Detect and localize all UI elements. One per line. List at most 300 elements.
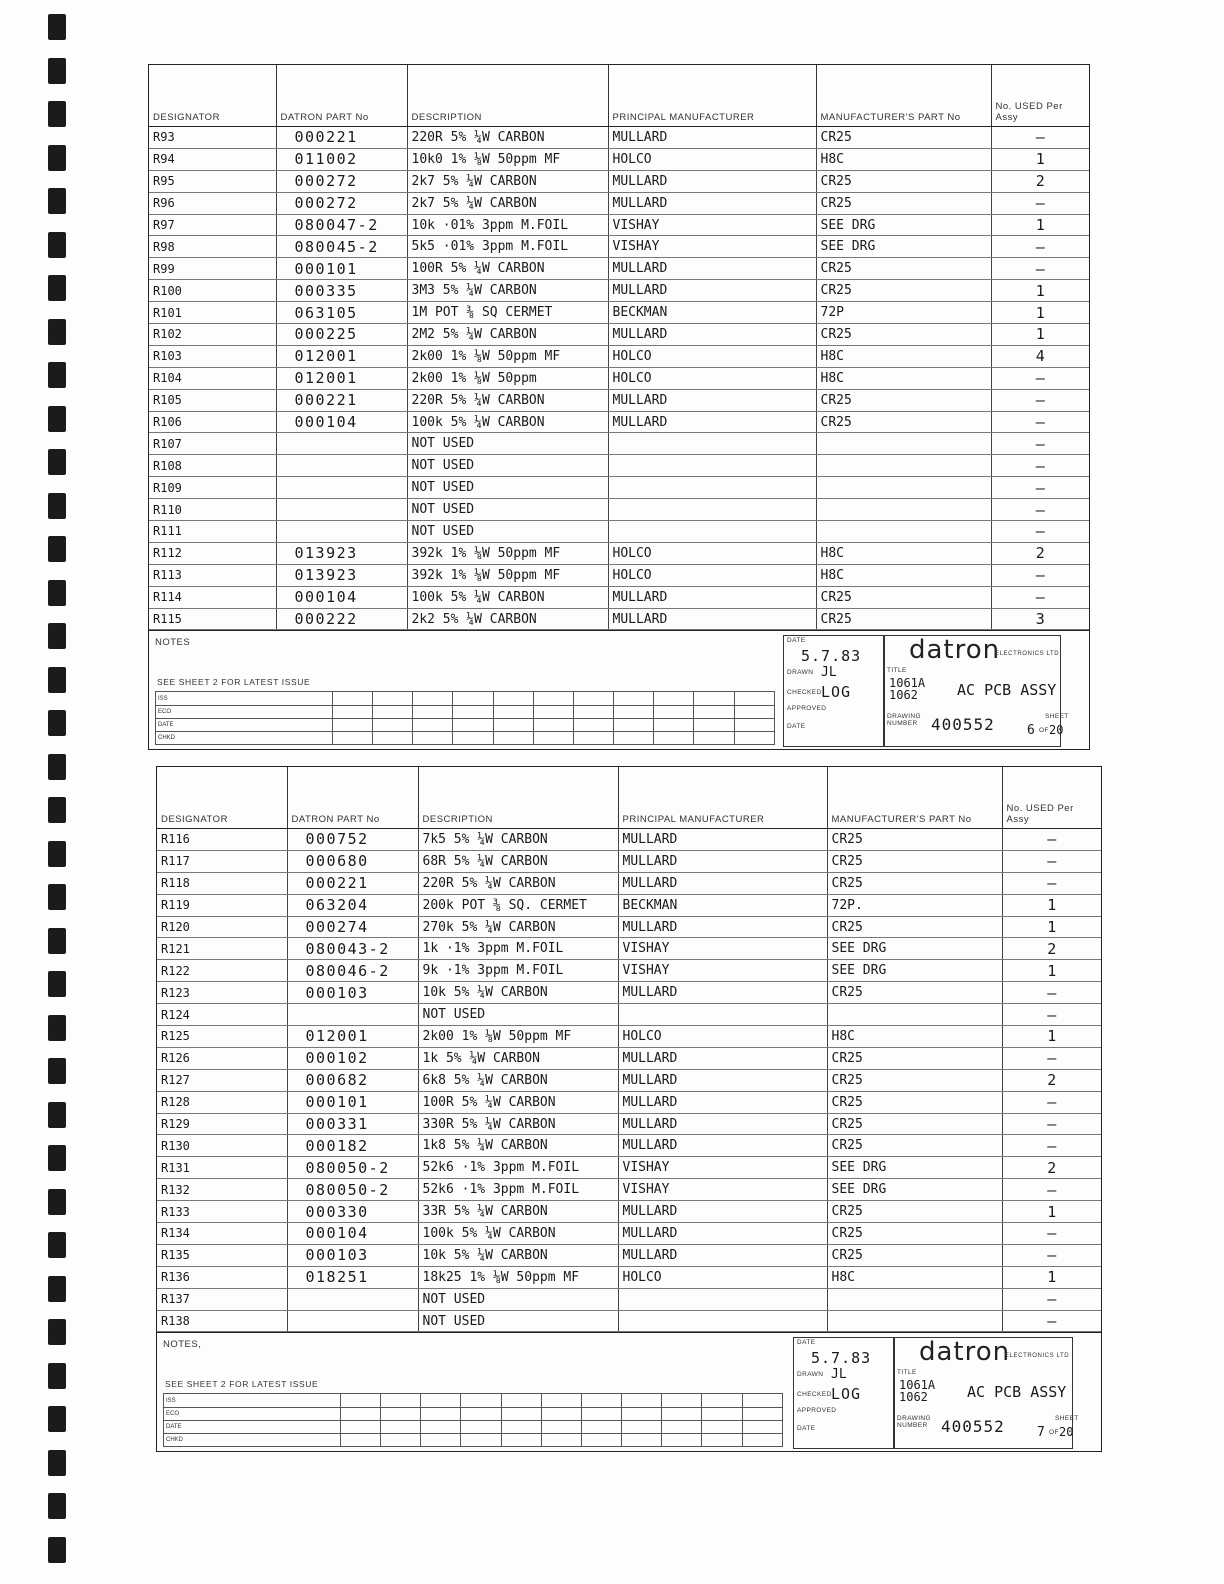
date-row-label: DATE [164,1420,341,1433]
table-row [149,499,1089,521]
description-cell: NOT USED [407,499,608,521]
description-cell: 3M3 5% ¼W CARBON [407,280,608,302]
header-manufacturer: PRINCIPAL MANUFACTURER [618,767,827,829]
qty-cell: 3 [991,608,1089,630]
description-cell: 220R 5% ¼W CARBON [418,872,618,894]
manufacturer-cell: HOLCO [618,1026,827,1048]
binding-hole [48,232,66,258]
description-cell: 52k6 ·1% 3ppm M.FOIL [418,1179,618,1201]
datron-part-cell: 012001 [276,367,407,389]
table-row [149,345,1089,367]
description-cell: 68R 5% ¼W CARBON [418,850,618,872]
date-label: DATE [787,637,806,645]
mfr-part-cell: CR25 [816,411,991,433]
designator-cell: R109 [149,477,276,499]
sheet-label: SHEET [1045,713,1069,721]
designator-cell: R106 [149,411,276,433]
mfr-part-cell: H8C [816,148,991,170]
designator-cell: R120 [157,916,287,938]
qty-cell: 1 [991,214,1089,236]
qty-cell: — [991,192,1089,214]
description-cell: 18k25 1% ⅛W 50ppm MF [418,1266,618,1288]
eco-label: ECO [156,705,333,718]
mfr-part-cell: CR25 [816,324,991,346]
mfr-part-cell [816,433,991,455]
table-row [157,982,1101,1004]
table-row [157,960,1101,982]
qty-cell: 2 [1002,1157,1101,1179]
datron-part-cell: 013923 [276,564,407,586]
mfr-part-cell: CR25 [816,258,991,280]
mfr-part-cell: SEE DRG [827,1179,1002,1201]
binding-hole [48,145,66,171]
drawn-label: DRAWN [797,1371,824,1379]
datron-part-cell [276,455,407,477]
table-row [157,829,1101,851]
qty-cell: 1 [991,324,1089,346]
binding-hole [48,971,66,997]
header-designator: DESIGNATOR [157,767,287,829]
description-cell: 392k 1% ⅛W 50ppm MF [407,564,608,586]
qty-cell: — [1002,872,1101,894]
binding-hole [48,1102,66,1128]
sheet-total: 20 [1059,1425,1074,1440]
mfr-part-cell: CR25 [827,982,1002,1004]
datron-part-cell: 000225 [276,324,407,346]
datron-part-cell: 000221 [287,872,418,894]
description-cell: 2k2 5% ¼W CARBON [407,608,608,630]
datron-part-cell: 080045-2 [276,236,407,258]
manufacturer-cell [608,433,816,455]
designator-cell: R124 [157,1004,287,1026]
designator-cell: R119 [157,894,287,916]
parts-table-2 [157,767,1101,1332]
table-row [149,258,1089,280]
table-row [149,411,1089,433]
date-value: 5.7.83 [801,647,862,666]
notes-label: NOTES [155,637,191,649]
qty-cell: 1 [1002,916,1101,938]
table-row [157,1047,1101,1069]
datron-part-cell: 000101 [287,1091,418,1113]
designator-cell: R128 [157,1091,287,1113]
datron-part-cell [276,499,407,521]
binding-hole [48,58,66,84]
datron-part-cell: 000101 [276,258,407,280]
binding-hole [48,188,66,214]
datron-part-cell: 063105 [276,302,407,324]
mfr-part-cell: 72P [816,302,991,324]
description-cell: 220R 5% ¼W CARBON [407,389,608,411]
mfr-part-cell: CR25 [816,192,991,214]
table-row [157,850,1101,872]
mfr-part-cell: CR25 [827,1223,1002,1245]
mfr-part-cell: SEE DRG [816,214,991,236]
binding-hole [48,449,66,475]
header-designator: DESIGNATOR [149,65,276,127]
manufacturer-cell [608,477,816,499]
date-row-label: DATE [156,718,333,731]
header-datron-part: DATRON PART No [287,767,418,829]
notes-label: NOTES, [163,1339,202,1351]
qty-cell: — [991,433,1089,455]
table-row [157,872,1101,894]
header-description: DESCRIPTION [407,65,608,127]
qty-cell: 4 [991,345,1089,367]
mfr-part-cell: CR25 [816,586,991,608]
designator-cell: R101 [149,302,276,324]
table-header [149,65,1089,127]
title-model: 1061A 1062 [889,676,926,703]
binding-hole [48,1145,66,1171]
header-datron-part: DATRON PART No [276,65,407,127]
mfr-part-cell [827,1310,1002,1332]
manufacturer-cell: MULLARD [618,1244,827,1266]
designator-cell: R97 [149,214,276,236]
sheet-total: 20 [1049,723,1064,738]
description-cell: NOT USED [418,1310,618,1332]
manufacturer-cell: HOLCO [608,542,816,564]
date-label: DATE [797,1339,816,1347]
designator-cell: R138 [157,1310,287,1332]
qty-cell: 1 [1002,1026,1101,1048]
table-row [149,367,1089,389]
manufacturer-cell: HOLCO [608,367,816,389]
description-cell: 2M2 5% ¼W CARBON [407,324,608,346]
mfr-part-cell: 72P. [827,894,1002,916]
binding-hole [48,797,66,823]
description-cell: 200k POT ⅜ SQ. CERMET [418,894,618,916]
designator-cell: R110 [149,499,276,521]
description-cell: 10k 5% ¼W CARBON [418,982,618,1004]
table-row [157,1091,1101,1113]
designator-cell: R98 [149,236,276,258]
datron-part-cell: 000104 [276,411,407,433]
binding-hole [48,101,66,127]
manufacturer-cell: MULLARD [608,258,816,280]
latest-issue-note: SEE SHEET 2 FOR LATEST ISSUE [165,1379,319,1390]
table-row [157,916,1101,938]
datron-part-cell [287,1288,418,1310]
mfr-part-cell: CR25 [816,127,991,149]
designator-cell: R112 [149,542,276,564]
manufacturer-cell: MULLARD [618,1135,827,1157]
description-cell: NOT USED [418,1288,618,1310]
description-cell: 52k6 ·1% 3ppm M.FOIL [418,1157,618,1179]
mfr-part-cell: SEE DRG [827,960,1002,982]
qty-cell: 1 [991,280,1089,302]
manufacturer-cell: VISHAY [608,236,816,258]
header-mfr-part: MANUFACTURER'S PART No [827,767,1002,829]
manufacturer-cell: MULLARD [618,1091,827,1113]
description-cell: 2k00 1% ⅛W 50ppm MF [407,345,608,367]
table-row [157,1310,1101,1332]
mfr-part-cell: CR25 [827,1113,1002,1135]
mfr-part-cell: H8C [816,367,991,389]
binding-hole [48,1189,66,1215]
table-row [149,433,1089,455]
binding-hole [48,536,66,562]
checked-label: CHECKED [787,689,822,697]
binding-hole [48,1537,66,1563]
approved-label: APPROVED [787,705,827,713]
manufacturer-cell: BECKMAN [608,302,816,324]
binding-hole [48,1406,66,1432]
sheet-label: SHEET [1055,1415,1079,1423]
designator-cell: R118 [157,872,287,894]
designator-cell: R125 [157,1026,287,1048]
latest-issue-note: SEE SHEET 2 FOR LATEST ISSUE [157,677,311,688]
table-row [157,1288,1101,1310]
chkd-label: CHKD [156,732,333,745]
table-row [157,1004,1101,1026]
datron-part-cell: 000331 [287,1113,418,1135]
qty-cell: — [991,455,1089,477]
table-row [149,214,1089,236]
datron-part-cell: 013923 [276,542,407,564]
mfr-part-cell: CR25 [816,280,991,302]
table-row [157,894,1101,916]
description-cell: 5k5 ·01% 3ppm M.FOIL [407,236,608,258]
designator-cell: R108 [149,455,276,477]
qty-cell: 2 [1002,938,1101,960]
table-row [149,477,1089,499]
mfr-part-cell: CR25 [827,850,1002,872]
manufacturer-cell: MULLARD [608,170,816,192]
qty-cell: — [991,499,1089,521]
manufacturer-cell: VISHAY [618,1179,827,1201]
designator-cell: R137 [157,1288,287,1310]
qty-cell: 2 [991,170,1089,192]
eco-label: ECO [164,1407,341,1420]
qty-cell: — [1002,1004,1101,1026]
binding-hole [48,1058,66,1084]
mfr-part-cell: H8C [827,1026,1002,1048]
iss-label: ISS [156,692,333,705]
mfr-part-cell: SEE DRG [827,1157,1002,1179]
mfr-part-cell: CR25 [816,608,991,630]
manufacturer-cell: VISHAY [618,1157,827,1179]
datron-part-cell: 080043-2 [287,938,418,960]
checked-value: LOG [821,683,852,702]
drawing-label: DRAWING NUMBER [887,713,921,728]
mfr-part-cell: H8C [827,1266,1002,1288]
mfr-part-cell: CR25 [827,872,1002,894]
description-cell: 33R 5% ¼W CARBON [418,1201,618,1223]
description-cell: 2k00 1% ⅛W 50ppm MF [418,1026,618,1048]
qty-cell: — [1002,1179,1101,1201]
datron-part-cell [287,1310,418,1332]
description-cell: 270k 5% ¼W CARBON [418,916,618,938]
mfr-part-cell [816,455,991,477]
binding-hole [48,884,66,910]
table-row [149,127,1089,149]
datron-part-cell: 000104 [276,586,407,608]
designator-cell: R111 [149,521,276,543]
header-manufacturer: PRINCIPAL MANUFACTURER [608,65,816,127]
binding-hole [48,1319,66,1345]
title-label: TITLE [887,667,907,675]
manufacturer-cell [608,521,816,543]
qty-cell: 1 [991,302,1089,324]
description-cell: 2k7 5% ¼W CARBON [407,192,608,214]
manufacturer-cell: MULLARD [618,982,827,1004]
binding-hole [48,710,66,736]
qty-cell: — [1002,1113,1101,1135]
datron-part-cell: 063204 [287,894,418,916]
manufacturer-cell: MULLARD [618,1069,827,1091]
binding-hole [48,928,66,954]
datron-part-cell: 000682 [287,1069,418,1091]
qty-cell: — [991,367,1089,389]
qty-cell: — [1002,829,1101,851]
table-row [157,1244,1101,1266]
designator-cell: R103 [149,345,276,367]
qty-cell: — [1002,1135,1101,1157]
table-row [157,1135,1101,1157]
binding-hole [48,1276,66,1302]
description-cell: 100R 5% ¼W CARBON [407,258,608,280]
mfr-part-cell: CR25 [827,1201,1002,1223]
manufacturer-cell: MULLARD [618,1047,827,1069]
designator-cell: R123 [157,982,287,1004]
sheet-number: 6 [1027,723,1035,739]
datron-part-cell: 080046-2 [287,960,418,982]
manufacturer-cell: VISHAY [608,214,816,236]
datron-part-cell [276,521,407,543]
table-row [149,302,1089,324]
header-mfr-part: MANUFACTURER'S PART No [816,65,991,127]
issue-grid [155,691,775,745]
mfr-part-cell: CR25 [827,1047,1002,1069]
mfr-part-cell: CR25 [827,1069,1002,1091]
description-cell: 7k5 5% ¼W CARBON [418,829,618,851]
drawing-number: 400552 [941,1417,1005,1437]
manufacturer-cell: MULLARD [608,586,816,608]
table-row [157,1157,1101,1179]
description-cell: 100k 5% ¼W CARBON [418,1223,618,1245]
designator-cell: R126 [157,1047,287,1069]
manufacturer-cell [618,1288,827,1310]
binding-hole [48,1363,66,1389]
datron-part-cell: 000103 [287,982,418,1004]
datron-part-cell: 080050-2 [287,1179,418,1201]
binding-hole [48,1493,66,1519]
table-row [149,455,1089,477]
mfr-part-cell: H8C [816,564,991,586]
description-cell: 220R 5% ¼W CARBON [407,127,608,149]
iss-label: ISS [164,1394,341,1407]
datron-part-cell: 012001 [276,345,407,367]
datron-part-cell: 011002 [276,148,407,170]
designator-cell: R133 [157,1201,287,1223]
designator-cell: R93 [149,127,276,149]
mfr-part-cell: CR25 [827,916,1002,938]
datron-part-cell: 000272 [276,170,407,192]
table-row [149,586,1089,608]
datron-part-cell: 000104 [287,1223,418,1245]
mfr-part-cell: CR25 [827,829,1002,851]
manufacturer-cell: MULLARD [608,389,816,411]
description-cell: 10k ·01% 3ppm M.FOIL [407,214,608,236]
designator-cell: R104 [149,367,276,389]
binding-hole [48,754,66,780]
mfr-part-cell: CR25 [816,170,991,192]
designator-cell: R102 [149,324,276,346]
checked-value: LOG [831,1385,862,1404]
table-row [157,1266,1101,1288]
datron-part-cell: 000680 [287,850,418,872]
qty-cell: — [991,236,1089,258]
table-row [149,192,1089,214]
datron-part-cell: 000102 [287,1047,418,1069]
mfr-part-cell: SEE DRG [816,236,991,258]
table-row [157,1113,1101,1135]
binding-hole [48,406,66,432]
table-row [157,1069,1101,1091]
parts-sheet-2 [156,766,1102,1452]
designator-cell: R99 [149,258,276,280]
designator-cell: R117 [157,850,287,872]
designator-cell: R94 [149,148,276,170]
designator-cell: R129 [157,1113,287,1135]
issue-grid [163,1393,783,1447]
description-cell: 1k8 5% ¼W CARBON [418,1135,618,1157]
binding-hole [48,1450,66,1476]
binding-strip [0,0,80,1584]
manufacturer-cell: MULLARD [618,872,827,894]
binding-hole [48,319,66,345]
manufacturer-cell [608,499,816,521]
manufacturer-cell: MULLARD [618,829,827,851]
parts-table-1 [149,65,1089,630]
mfr-part-cell: CR25 [827,1135,1002,1157]
description-cell: 1k ·1% 3ppm M.FOIL [418,938,618,960]
manufacturer-cell: MULLARD [608,411,816,433]
description-cell: NOT USED [418,1004,618,1026]
header-description: DESCRIPTION [418,767,618,829]
binding-hole [48,275,66,301]
table-row [149,564,1089,586]
date2-label: DATE [787,723,806,731]
table-row [149,542,1089,564]
mfr-part-cell: CR25 [827,1091,1002,1113]
title-text: AC PCB ASSY [967,1383,1067,1402]
datron-part-cell: 000221 [276,127,407,149]
description-cell: 100k 5% ¼W CARBON [407,586,608,608]
table-row [149,148,1089,170]
designator-cell: R114 [149,586,276,608]
table-row [157,938,1101,960]
qty-cell: 1 [1002,1201,1101,1223]
description-cell: 100R 5% ¼W CARBON [418,1091,618,1113]
binding-hole [48,623,66,649]
title-text: AC PCB ASSY [957,681,1057,700]
designator-cell: R131 [157,1157,287,1179]
drawing-label: DRAWING NUMBER [897,1415,931,1430]
qty-cell: — [1002,1288,1101,1310]
designator-cell: R130 [157,1135,287,1157]
qty-cell: 2 [1002,1069,1101,1091]
manufacturer-cell: MULLARD [618,1223,827,1245]
sheet-number: 7 [1037,1425,1045,1441]
qty-cell: — [1002,1223,1101,1245]
description-cell: 10k0 1% ⅛W 50ppm MF [407,148,608,170]
mfr-part-cell [816,477,991,499]
header-qty: No. USED Per Assy [1002,767,1101,829]
designator-cell: R121 [157,938,287,960]
qty-cell: — [991,477,1089,499]
